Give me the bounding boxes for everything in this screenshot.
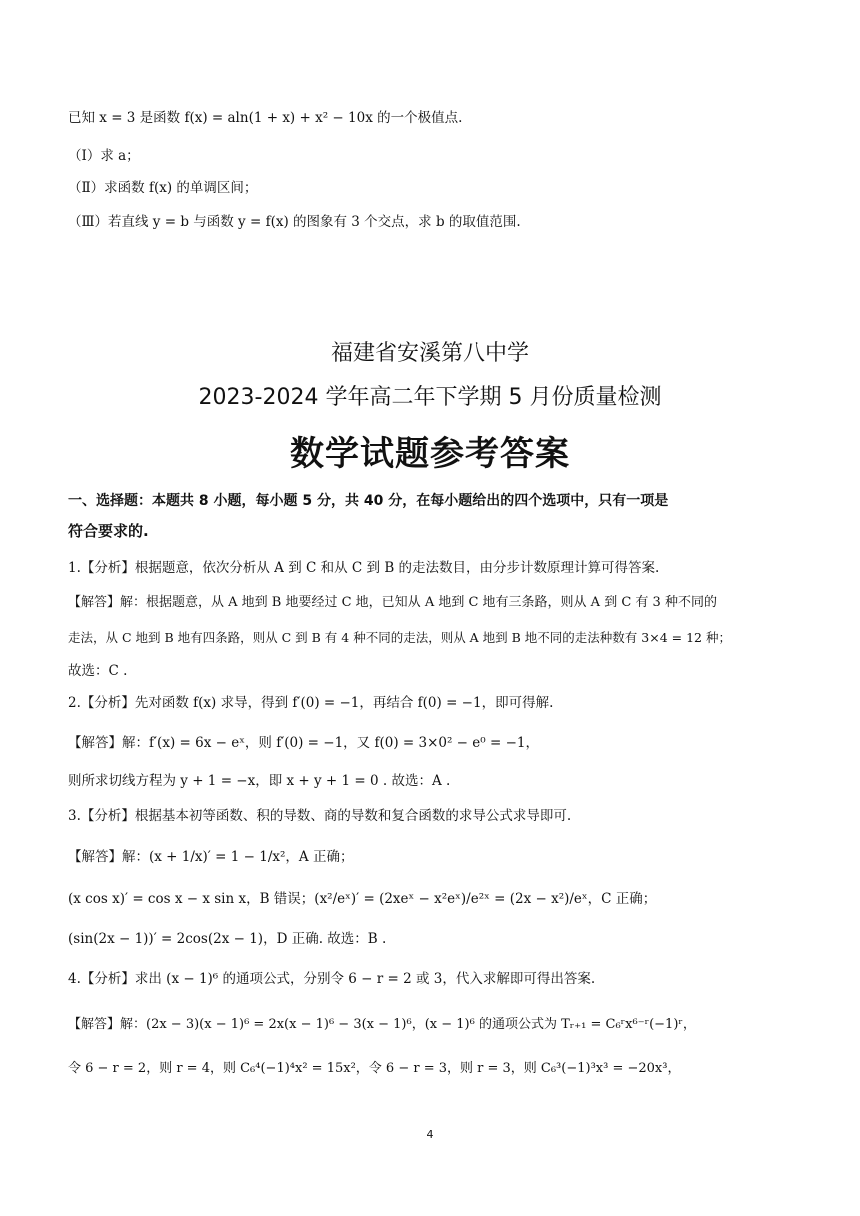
exam-name: 2023-2024 学年高二年下学期 5 月份质量检测 bbox=[198, 385, 662, 410]
problem-stem: 已知 x = 3 是函数 f(x) = aln(1 + x) + x² − 10x 的一个极值点. bbox=[68, 110, 463, 126]
page-title: 数学试题参考答案 bbox=[290, 434, 570, 474]
answer-line: 【解答】解：f′(x) = 6x − eˣ，则 f′(0) = −1，又 f(0) = 3×0² − e⁰ = −1， bbox=[68, 735, 539, 751]
answer-line: 3.【分析】根据基本初等函数、积的导数、商的导数和复合函数的求导公式求导即可. bbox=[68, 808, 572, 824]
answer-line: (x cos x)′ = cos x − x sin x，B 错误；(x²/eˣ)′ = (2xeˣ − x²eˣ)/e²ˣ = (2x − x²)/eˣ，C 正确； bbox=[68, 891, 657, 907]
answer-line: 走法，从 C 地到 B 地有四条路，则从 C 到 B 有 4 种不同的走法，则从 A 地到 B 地不同的走法种数有 3×4 = 12 种； bbox=[68, 630, 731, 645]
section-heading: 一、选择题：本题共 8 小题，每小题 5 分，共 40 分，在每小题给出的四个选项中，只有一项是 bbox=[68, 493, 669, 509]
answer-line: 4.【分析】求出 (x − 1)⁶ 的通项公式，分别令 6 − r = 2 或 3，代入求解即可得出答案. bbox=[68, 971, 596, 987]
answer-line: (sin(2x − 1))′ = 2cos(2x − 1)，D 正确. 故选：B . bbox=[68, 931, 387, 947]
answer-line: 【解答】解：(2x − 3)(x − 1)⁶ = 2x(x − 1)⁶ − 3(x − 1)⁶，(x − 1)⁶ 的通项公式为 Tᵣ₊₁ = C₆ʳx⁶⁻ʳ(−1)ʳ， bbox=[68, 1017, 696, 1032]
answer-line: 2.【分析】先对函数 f(x) 求导，得到 f′(0) = −1，再结合 f(0) = −1，即可得解. bbox=[68, 695, 554, 711]
answer-line: 【解答】解：根据题意，从 A 地到 B 地要经过 C 地，已知从 A 地到 C 地有三条路，则从 A 到 C 有 3 种不同的 bbox=[68, 595, 717, 610]
answer-line: 故选：C . bbox=[68, 663, 128, 679]
school-name: 福建省安溪第八中学 bbox=[330, 341, 529, 366]
answer-line: 1.【分析】根据题意，依次分析从 A 到 C 和从 C 到 B 的走法数目，由分步计数原理计算可得答案. bbox=[68, 560, 660, 576]
answer-line: 【解答】解：(x + 1/x)′ = 1 − 1/x²，A 正确； bbox=[68, 849, 354, 865]
problem-part-3: （Ⅲ）若直线 y = b 与函数 y = f(x) 的图象有 3 个交点，求 b 的取值范围. bbox=[68, 214, 521, 230]
section-heading-cont: 符合要求的. bbox=[68, 522, 149, 540]
answer-line: 令 6 − r = 2，则 r = 4，则 C₆⁴(−1)⁴x² = 15x²，令 6 − r = 3，则 r = 3，则 C₆³(−1)³x³ = −20x³， bbox=[68, 1061, 681, 1076]
problem-part-1: （Ⅰ）求 a； bbox=[68, 148, 140, 164]
page-number: 4 bbox=[426, 1128, 434, 1141]
problem-part-2: （Ⅱ）求函数 f(x) 的单调区间； bbox=[68, 180, 258, 196]
answer-line: 则所求切线方程为 y + 1 = −x，即 x + y + 1 = 0 . 故选：A . bbox=[68, 773, 451, 789]
